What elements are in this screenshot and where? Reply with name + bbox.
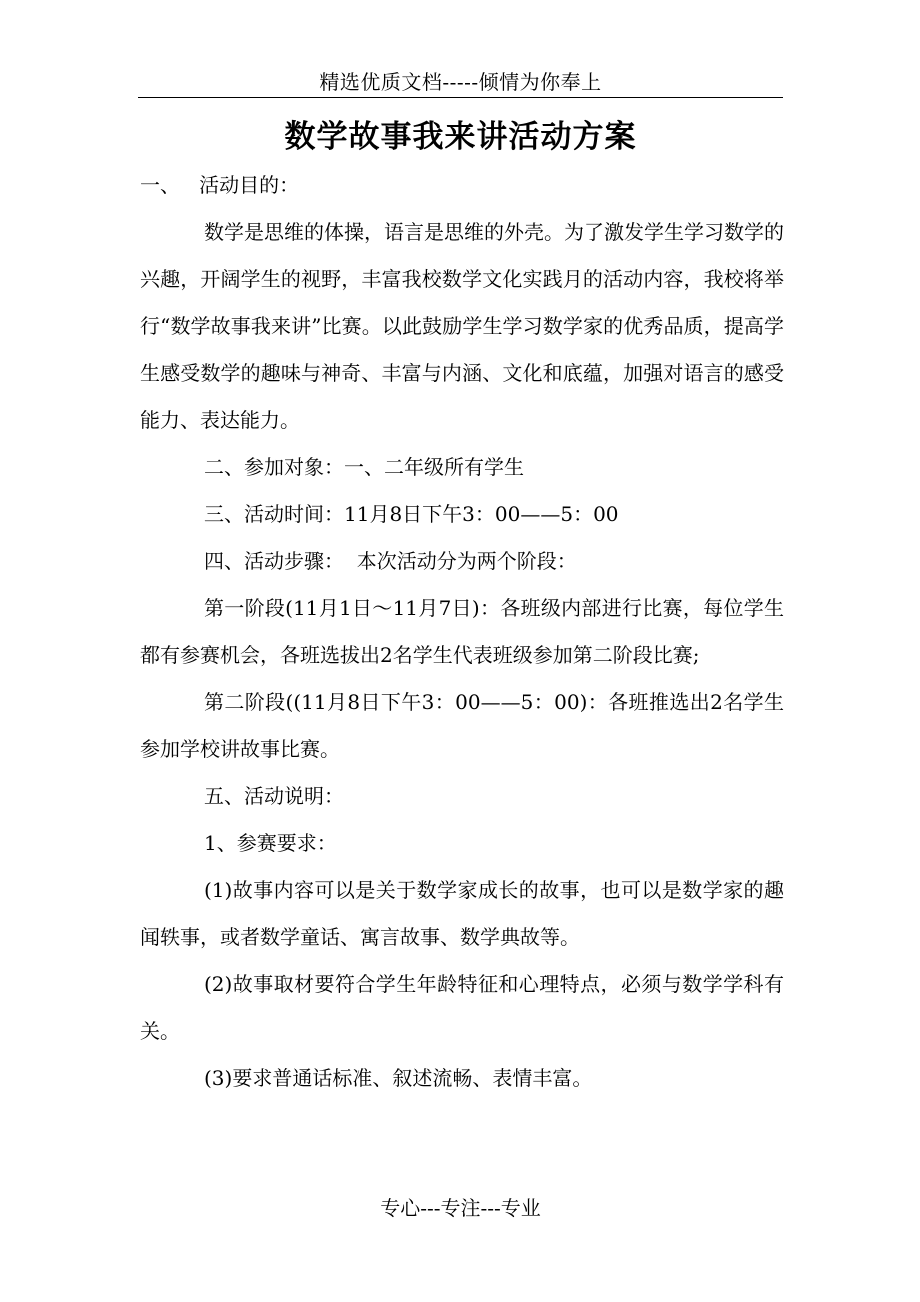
document-title: 数学故事我来讲活动方案	[284, 119, 637, 155]
page-footer: 专心---专注---专业	[380, 1196, 541, 1220]
document-body	[140, 162, 784, 1102]
stage-two-paragraph: 第二阶段((11月8日下午3：00——5：00)：各班推选出2名学生参加学校讲故事比赛。	[140, 690, 784, 761]
purpose-heading: 一、 活动目的：	[140, 173, 300, 197]
header-divider	[138, 97, 783, 98]
purpose-paragraph: 数学是思维的体操，语言是思维的外壳。为了激发学生学习数学的兴趣，开阔学生的视野，丰富我校数学文化实践月的活动内容，我校将举行“数学故事我来讲”比赛。以此鼓励学生学习数学家的优秀品质，提高学生感受数学的趣味与神奇、丰富与内涵、文化和底蕴，加强对语言的感受能力、表达能力。	[140, 220, 784, 432]
requirements-heading: 1、参赛要求：	[204, 831, 337, 855]
time-line: 三、活动时间：11月8日下午3：00——5：00	[204, 502, 619, 526]
steps-line: 四、活动步骤： 本次活动分为两个阶段：	[204, 549, 577, 573]
stage-one-paragraph: 第一阶段(11月1日～11月7日)：各班级内部进行比赛，每位学生都有参赛机会，各班选拔出2名学生代表班级参加第二阶段比赛;	[140, 596, 784, 667]
requirement-item: (1)故事内容可以是关于数学家成长的故事，也可以是数学家的趣闻轶事，或者数学童话、寓言故事、数学典故等。	[140, 878, 784, 949]
requirement-item: (3)要求普通话标准、叙述流畅、表情丰富。	[204, 1066, 593, 1090]
notes-heading: 五、活动说明：	[204, 784, 344, 808]
requirement-item: (2)故事取材要符合学生年龄特征和心理特点，必须与数学学科有关。	[140, 972, 784, 1043]
participants-line: 二、参加对象：一、二年级所有学生	[204, 455, 524, 479]
page-header: 精选优质文档-----倾情为你奉上	[319, 70, 602, 94]
